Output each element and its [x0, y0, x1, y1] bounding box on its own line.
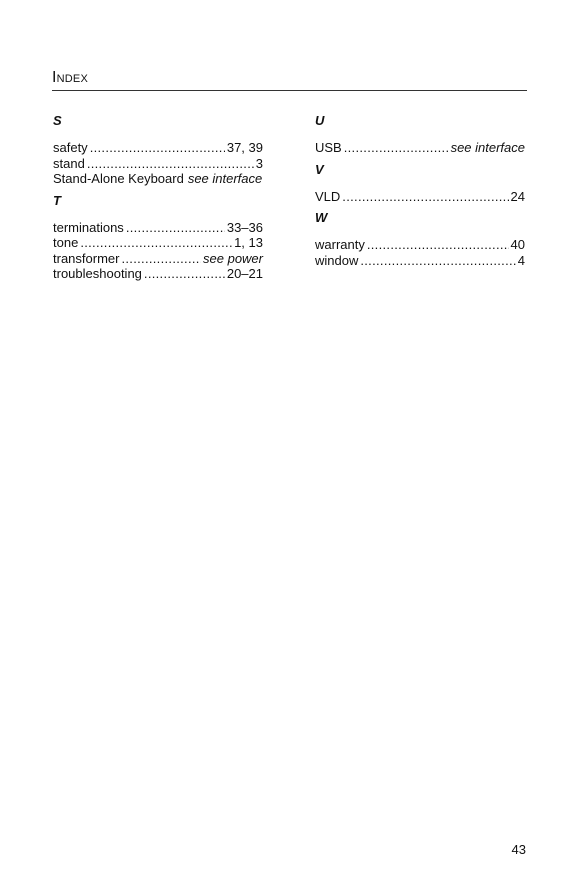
index-entry: [315, 253, 525, 269]
index-column-right: [315, 113, 525, 268]
index-term: transformer: [53, 250, 120, 266]
index-page-numbers: 33–36: [226, 219, 263, 235]
index-entry: [53, 220, 263, 236]
index-section-letter: T: [53, 192, 61, 208]
index-term: stand: [53, 155, 85, 171]
index-cross-reference: see power: [203, 250, 263, 266]
dot-leader: [90, 140, 225, 156]
index-page-numbers: 4: [517, 252, 525, 268]
index-term: warranty: [315, 237, 365, 252]
index-page-numbers: 40: [510, 237, 525, 252]
dot-leader: [87, 156, 254, 172]
index-term: terminations: [53, 219, 124, 235]
dot-leader: [126, 220, 225, 236]
index-entry: [53, 266, 263, 282]
index-term: safety: [53, 140, 88, 155]
index-entry: [53, 171, 263, 187]
index-term: tone: [53, 235, 79, 250]
index-entry: [315, 237, 525, 253]
index-entry: [315, 140, 525, 156]
index-column-left: [53, 113, 263, 282]
index-section-letter: W: [315, 210, 328, 225]
index-section-letter: U: [315, 113, 325, 128]
index-page-numbers: 20–21: [226, 266, 263, 281]
index-entry: [53, 251, 263, 267]
index-page-numbers: 1, 13: [234, 235, 263, 250]
dot-leader: [367, 237, 509, 253]
index-entry: [53, 140, 263, 156]
page-number: 43: [511, 842, 526, 857]
index-term: Stand-Alone Keyboard: [53, 171, 184, 186]
index-term: VLD: [315, 188, 341, 204]
index-page-numbers: 3: [255, 155, 263, 171]
index-entry: [315, 189, 525, 205]
index-entry: [53, 156, 263, 172]
index-section-letter: S: [53, 113, 62, 128]
page-title: Index: [52, 69, 89, 86]
index-section-letter: V: [315, 161, 324, 177]
dot-leader: [360, 253, 515, 269]
dot-leader: [144, 266, 225, 282]
dot-leader: [121, 251, 201, 267]
index-page-numbers: 37, 39: [226, 140, 263, 155]
dot-leader: [342, 189, 508, 205]
index-term: troubleshooting: [53, 266, 142, 281]
index-cross-reference: see interface: [187, 171, 263, 186]
index-term: USB: [315, 140, 342, 155]
index-cross-reference: see interface: [450, 140, 525, 155]
index-entry: [53, 235, 263, 251]
index-term: window: [315, 252, 359, 268]
dot-leader: [344, 140, 449, 156]
index-page-numbers: 24: [510, 188, 525, 204]
page-header: [52, 66, 527, 91]
dot-leader: [80, 235, 232, 251]
